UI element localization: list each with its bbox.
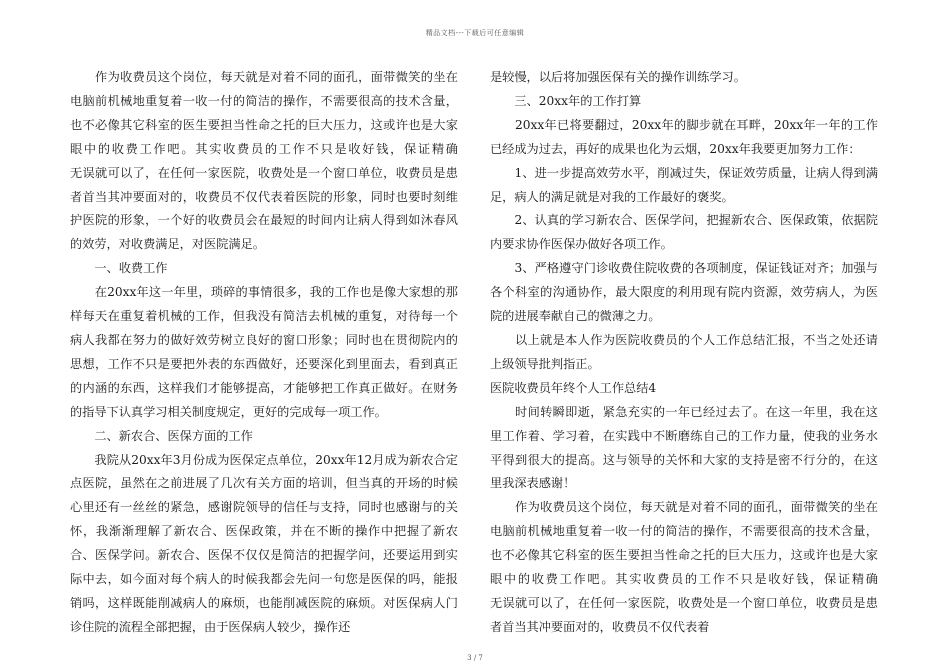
paragraph: 在20xx年这一年里，琐碎的事情很多，我的工作也是像大家想的那样每天在重复着机械的工作，但我没有简洁去机械的重复，对待每一个病人我都在努力的做好效劳树立良好的窗口形象；同时也在贯彻院内的思想，工作不只是要把外表的东西做好，还要深化到里面去，看到真正的内涵的东西，这样我们才能够提高，才能够把工作真正做好。在财务的指导下认真学习相关制度规定，更好的完成每一项工作。 [70,285,458,419]
article-title: 医院收费员年终个人工作总结4 [490,380,657,395]
page-number: 3 / 7 [467,654,483,662]
page-header: 精品文档---下载后可任意编辑 [425,29,525,37]
paragraph: 2、认真的学习新农合、医保学问，把握新农合、医保政策，依据院内要求协作医保办做好各项工作。 [490,213,878,252]
paragraph: 作为收费员这个岗位，每天就是对着不同的面孔，面带微笑的坐在电脑前机械地重复着一收一付的简洁的操作，不需要很高的技术含量，也不必像其它科室的医生要担当性命之托的巨大压力，这或许也是大家眼中的收费工作吧。其实收费员的工作不只是收好钱，保证精确 无误就可以了，在任何一家医院，收费处是一个窗口单位，收费员是患者首当其冲要面对的，收费员不仅代表着 [490,500,915,634]
paragraph: 以上就是本人作为医院收费员的个人工作总结汇报，不当之处还请上级领导批判指正。 [490,332,878,371]
paragraph: 我院从20xx年3月份成为医保定点单位，20xx年12月成为新农合定点医院，虽然在之前进展了几次有关方面的培训，但当真的开场的时候心里还有一丝丝的紧急，感谢院领导的信任与支持，同时也感谢与的关怀，我渐渐理解了新农合、医保政策，并在不断的操作中把握了新农合、医保学问。新农合、医保不仅仅是简洁的把握学问，还要运用到实际中去，如今面对每个病人的时候我都会先问一句您是医保的吗，能报销吗，这样既能削减病人的麻烦，也能削减医院的麻烦。对医保病人门诊住院的流程全部把握，由于医保病人较少，操作还 [70,452,458,634]
paragraph: 3、严格遵守门诊收费住院收费的各项制度，保证钱证对齐；加强与各个科室的沟通协作，最大限度的利用现有院内资源，效劳病人，为医院的进展奉献自己的微薄之力。 [490,261,878,324]
section-heading: 一、收费工作 [70,261,168,276]
left-column [70,66,495,640]
section-heading: 三、20xx年的工作打算 [490,93,642,108]
paragraph: 作为收费员这个岗位，每天就是对着不同的面孔，面带微笑的坐在电脑前机械地重复着一收一付的简洁的操作，不需要很高的技术含量，也不必像其它科室的医生要担当性命之托的巨大压力，这或许也是大家眼中的收费工作吧。其实收费员的工作不只是收好钱，保证精确 无误就可以了，在任何一家医院，收费处是一个窗口单位，收费员是患者首当其冲要面对的，收费员不仅代表着医院的形象，同时也要时刻维护医院的形象，一个好的收费员会在最短的时间内让病人得到如沐春风的效劳，对收费满足，对医院满足。 [70,70,495,252]
right-column [490,66,915,640]
paragraph: 时间转瞬即逝，紧急充实的一年已经过去了。在这一年里，我在这里工作着、学习着，在实践中不断磨练自己的工作力量，使我的业务水平得到很大的提高。这与领导的关怀和大家的支持是密不行分的，在这里我深表感谢！ [490,404,878,491]
paragraph: 是较慢，以后将加强医保有关的操作训练学习。 [490,70,746,84]
paragraph: 20xx年已将要翻过，20xx年的脚步就在耳畔，20xx年一年的工作已经成为过去，再好的成果也化为云烟，20xx年我要更加努力工作： [490,117,878,156]
paragraph: 1、进一步提高效劳水平，削减过失，保证效劳质量，让病人得到满足，病人的满足就是对我的工作最好的褒奖。 [490,165,878,204]
section-heading: 二、新农合、医保方面的工作 [70,428,253,443]
